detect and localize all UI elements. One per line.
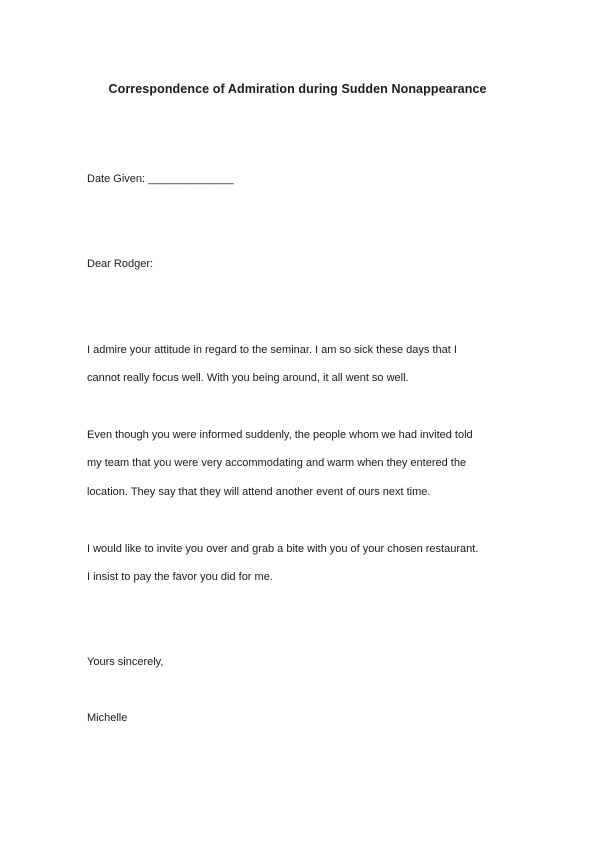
- closing: Yours sincerely,: [87, 656, 164, 668]
- paragraph-1-line-2: cannot really focus well. With you being around, it all went so well.: [87, 372, 409, 384]
- date-given-line: Date Given: ______________: [87, 173, 234, 185]
- paragraph-3-line-2: I insist to pay the favor you did for me.: [87, 571, 273, 583]
- paragraph-2-line-2: my team that you were very accommodating and warm when they entered the: [87, 457, 467, 469]
- letter-title: Correspondence of Admiration during Sudden Nonappearance: [108, 82, 487, 96]
- paragraph-1-line-1: I admire your attitude in regard to the seminar. I am so sick these days that I: [87, 344, 457, 356]
- salutation: Dear Rodger:: [87, 258, 154, 270]
- paragraph-2-line-1: Even though you were informed suddenly, the people whom we had invited told: [87, 429, 473, 441]
- paragraph-2-line-3: location. They say that they will attend another event of ours next time.: [87, 486, 431, 498]
- paragraph-3-line-1: I would like to invite you over and grab a bite with you of your chosen restaurant.: [87, 543, 479, 555]
- signature-name: Michelle: [87, 712, 128, 724]
